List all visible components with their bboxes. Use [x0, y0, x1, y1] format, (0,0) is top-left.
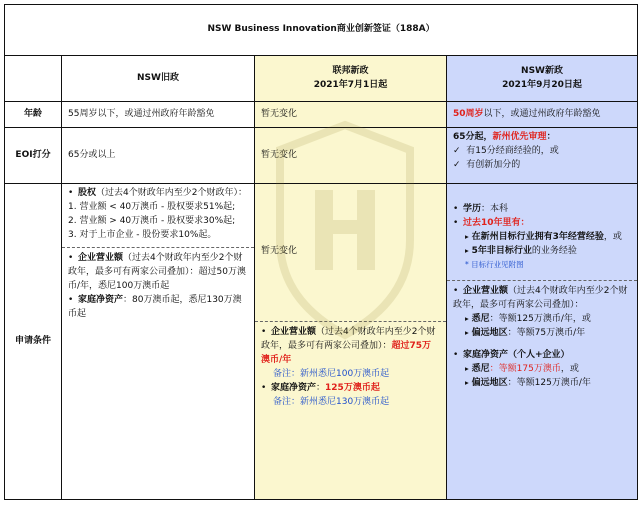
header-federal-label: 联邦新政: [332, 65, 369, 76]
req-nsw-turnover-title: 企业营业额: [463, 286, 509, 297]
req-nsw-new: • 学历：本科 • 过去10年里有： ▸ 在新州目标行业拥有3年经营经验，或 ▸ 5年非目标行业的业务经验 * 目标行业见附图 • 企业营业额（过去4个财政年内至少2个财政年，最多可有两家公司叠加）： ▸ 悉尼：等额125万澳币/年，或 ▸ 偏远地区：等额75万澳币/年 • 家庭净资产（个人+企业） ▸ 悉尼：等额175万澳币，或 ▸ 偏远地区：等额125万澳币/年: [447, 184, 638, 500]
row-label-eoi: EOI打分: [5, 128, 62, 184]
req-federal-turnover-red: 超过75万澳币/年: [261, 340, 432, 365]
header-empty: [5, 56, 62, 102]
header-nsw-date: 2021年9月20日起: [502, 79, 582, 90]
eoi-nsw-priority: 新州优先审理: [492, 132, 547, 142]
check-icon: ✓: [453, 145, 461, 156]
req-nsw-a-sydney-rest: ，或: [560, 364, 579, 375]
req-old-assets-desc: ：80万澳币起，悉尼130万澳币起: [68, 294, 242, 319]
req-nsw-p1-bold: 在新州目标行业拥有3年经营经验: [471, 231, 604, 242]
req-nsw-a-sydney-value: ：等额175万澳币: [489, 364, 561, 375]
req-federal-turnover-desc: （过去4个财政年内至少2个财政年，最多可有两家公司叠加）：: [261, 327, 436, 351]
req-nsw-p2-bold: 5年非目标行业: [471, 245, 532, 256]
req-old-turnover-title: 企业营业额: [78, 252, 124, 263]
req-nsw-p1-rest: ，或: [603, 231, 622, 242]
req-federal-assets-red: 125万澳币起: [325, 382, 380, 393]
req-federal-top: 暂无变化: [261, 246, 298, 257]
header-nsw-label: NSW新政: [521, 65, 563, 76]
req-federal-assets-title: 家庭净资产: [271, 382, 317, 393]
header-federal: [255, 56, 447, 102]
eoi-old: 65分或以上: [62, 128, 255, 184]
req-nsw-edu-label: 学历: [463, 204, 482, 214]
header-federal-date: 2021年7月1日起: [313, 79, 388, 90]
row-label-req: 申请条件: [5, 184, 62, 500]
req-old-eq2: 2. 营业额 > 40万澳币 - 股权要求30%起;: [68, 215, 236, 226]
header-nsw-new: [447, 56, 638, 102]
req-old-equity-desc: （过去4个财政年内至少2个财政年）：: [96, 188, 247, 198]
header-old-label: NSW旧政: [137, 72, 179, 83]
req-federal-turnover-title: 企业营业额: [271, 327, 317, 337]
req-nsw-a-remote-label: 偏远地区: [471, 378, 508, 388]
age-federal: 暂无变化: [255, 102, 447, 128]
age-old: 55周岁以下，或通过州政府年龄豁免: [62, 102, 255, 128]
eoi-nsw-new: 65分起，新州优先审理： ✓ 有15分经商经验的，或 ✓ 有创新加分的: [447, 128, 638, 184]
eoi-federal: 暂无变化: [255, 128, 447, 184]
eoi-nsw-check1: 有15分经商经验的，或: [466, 145, 559, 156]
req-old-assets-title: 家庭净资产: [78, 294, 124, 305]
comparison-table: [4, 4, 638, 500]
req-nsw-note: * 目标行业见附图: [465, 259, 524, 269]
req-nsw-assets-title: 家庭净资产（个人+企业）: [463, 350, 570, 361]
req-nsw-p2-rest: 的业务经验: [531, 245, 577, 256]
req-nsw-a-sydney-label: 悉尼: [471, 364, 490, 375]
req-nsw-turnover-desc: （过去4个财政年内至少2个财政年，最多可有两家公司叠加）：: [453, 286, 628, 311]
req-old-turnover-desc: （过去4个财政年内至少2个财政年，最多可有两家公司叠加）：超过50万澳币/年，悉尼100万澳币起: [68, 252, 246, 291]
age-nsw-rest: 以下，或通过州政府年龄豁免: [483, 108, 601, 119]
req-nsw-t-sydney-label: 悉尼: [471, 314, 490, 325]
req-nsw-t-sydney-value: ：等额125万澳币/年，或: [489, 314, 591, 325]
req-nsw-t-remote-label: 偏远地区: [471, 328, 508, 339]
header-old: [62, 56, 255, 102]
req-old-equity-title: 股权: [78, 188, 97, 198]
req-nsw-edu-value: ：本科: [481, 204, 509, 214]
table-title: NSW Business Innovation商业创新签证（188A）: [5, 5, 638, 56]
req-nsw-a-remote-value: ：等额125万澳币/年: [507, 378, 591, 388]
age-nsw-red: 50周岁: [453, 108, 484, 119]
req-nsw-t-remote-value: ：等额75万澳币/年: [507, 328, 586, 339]
req-old-eq1: 1. 营业额 < 40万澳币 - 股权要求51%起;: [68, 201, 236, 212]
row-label-age: 年龄: [5, 102, 62, 128]
req-old: • 股权（过去4个财政年内至少2个财政年）： 1. 营业额 < 40万澳币 - 股权要求51%起; 2. 营业额 > 40万澳币 - 股权要求30%起; 3. 对于上市企业 - 股份要求10%起。 • 企业营业额（过去4个财政年内至少2个财政年，最多可有两家公司叠加）：超过50万澳币/年，悉尼100万澳币起 • 家庭净资产：80万澳币起，悉尼130万澳币起: [62, 184, 255, 500]
age-nsw-new: [447, 102, 638, 128]
eoi-nsw-head: 65分起: [453, 132, 484, 142]
req-nsw-past10: 过去10年里有：: [463, 217, 530, 228]
req-federal-note2: 备注：新州悉尼130万澳币起: [273, 396, 390, 407]
req-old-eq3: 3. 对于上市企业 - 股份要求10%起。: [68, 229, 217, 240]
eoi-nsw-check2: 有创新加分的: [466, 159, 521, 170]
req-federal-note1: 备注：新州悉尼100万澳币起: [273, 368, 390, 379]
check-icon: ✓: [453, 159, 461, 170]
req-federal: 暂无变化 • 企业营业额（过去4个财政年内至少2个财政年，最多可有两家公司叠加）：超过75万澳币/年 备注：新州悉尼100万澳币起 • 家庭净资产：125万澳币起 备注：新州悉尼130万澳币起: [255, 184, 447, 500]
